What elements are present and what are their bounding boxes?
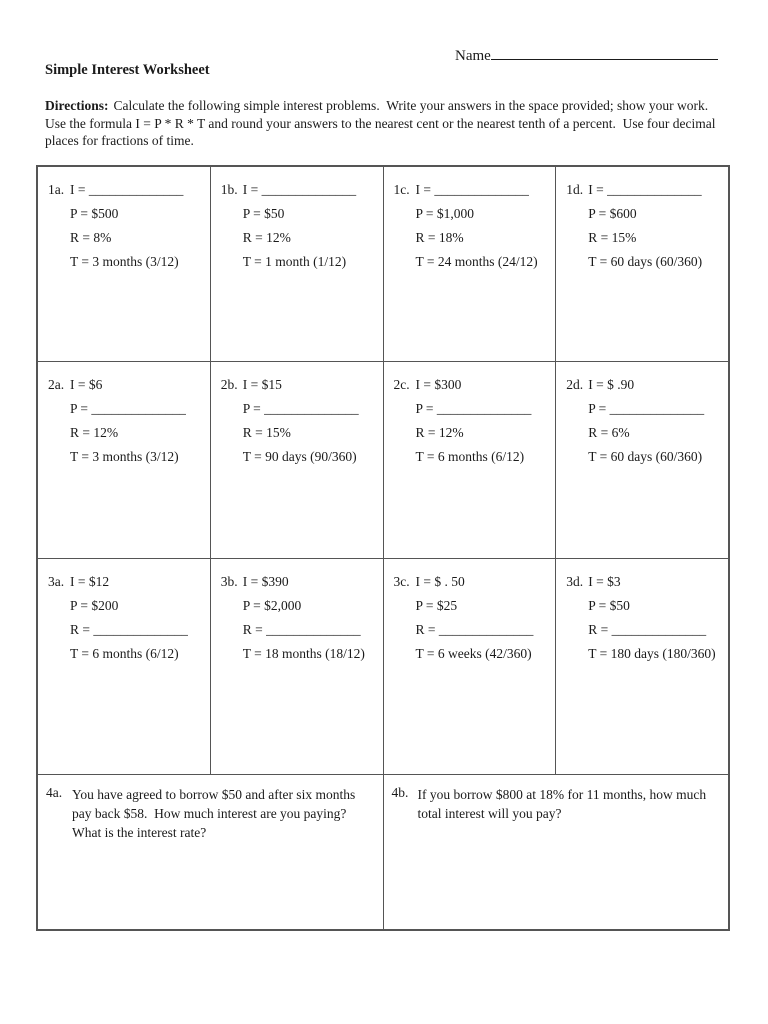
interest-line: I = $ .90 [588, 377, 635, 392]
principal-line: P = ______________ [70, 401, 186, 416]
rate-line: R = 8% [70, 230, 112, 245]
time-line: T = 3 months (3/12) [70, 254, 179, 269]
problem-first-line [48, 570, 205, 594]
principal-line: P = $50 [588, 598, 630, 613]
problem-cell-3a [38, 559, 210, 774]
rate-line: R = 12% [242, 230, 291, 245]
problem-first-line [566, 178, 723, 202]
problem-cell-2d [555, 362, 728, 558]
problem-id: 3c. [393, 574, 410, 589]
problems-row-2 [38, 361, 728, 558]
problem-id: 4b. [391, 785, 409, 800]
interest-line: I = ______________ [70, 182, 184, 197]
problem-cell-2c [383, 362, 556, 558]
problem-id: 2a. [48, 377, 65, 392]
problem-id: 2d. [566, 377, 584, 392]
word-problem-cell-4a [38, 775, 383, 929]
directions-paragraph [45, 97, 735, 150]
problem-cell-3c [383, 559, 556, 774]
word-problem-cell-4b [383, 775, 729, 929]
problem-first-line [566, 373, 723, 397]
principal-line: P = ______________ [242, 401, 359, 416]
problems-row-3 [38, 558, 728, 774]
problem-cell-1b [210, 167, 383, 361]
principal-line: P = $25 [415, 598, 458, 613]
word-problems-row [38, 774, 728, 929]
problem-id: 2c. [393, 377, 410, 392]
time-line: T = 1 month (1/12) [242, 254, 347, 269]
word-problem-text: If you borrow $800 at 18% for 11 months, how much total interest will you pay? [417, 787, 710, 821]
principal-line: P = $2,000 [242, 598, 302, 613]
name-label: Name [455, 48, 491, 64]
problem-first-line [48, 178, 205, 202]
interest-line: I = $6 [70, 377, 103, 392]
problem-first-line [394, 570, 551, 594]
problem-id: 1d. [566, 182, 584, 197]
rate-line: R = 18% [415, 230, 464, 245]
problem-cell-2a [38, 362, 210, 558]
principal-line: P = $1,000 [415, 206, 474, 221]
interest-line: I = ______________ [588, 182, 702, 197]
problem-id: 2b. [220, 377, 238, 392]
problem-id: 3a. [48, 574, 65, 589]
time-line: T = 6 weeks (42/360) [415, 646, 532, 661]
interest-line: I = $15 [242, 377, 282, 392]
problem-cell-3d [555, 559, 728, 774]
interest-line: I = $300 [415, 377, 462, 392]
rate-line: R = ______________ [415, 622, 534, 637]
principal-line: P = ______________ [588, 401, 705, 416]
problem-cell-1d [555, 167, 728, 361]
problem-id: 4a. [46, 785, 63, 800]
principal-line: P = $600 [588, 206, 637, 221]
name-blank-line [491, 45, 718, 60]
time-line: T = 180 days (180/360) [588, 646, 716, 661]
time-line: T = 6 months (6/12) [415, 449, 525, 464]
time-line: T = 90 days (90/360) [242, 449, 357, 464]
problem-id: 3b. [220, 574, 238, 589]
problem-first-line [221, 570, 378, 594]
problem-cell-1a [38, 167, 210, 361]
problem-cell-2b [210, 362, 383, 558]
rate-line: R = 12% [415, 425, 464, 440]
problem-first-line [566, 570, 723, 594]
rate-line: R = 6% [588, 425, 630, 440]
rate-line: R = ______________ [588, 622, 707, 637]
rate-line: R = ______________ [242, 622, 361, 637]
interest-line: I = $3 [588, 574, 621, 589]
problem-first-line [221, 178, 378, 202]
page-title: Simple Interest Worksheet [45, 62, 210, 78]
word-problem-text: You have agreed to borrow $50 and after six months pay back $58. How much interest are you paying? What is the interest rate? [72, 787, 359, 840]
rate-line: R = 15% [588, 230, 637, 245]
interest-line: I = $12 [70, 574, 110, 589]
interest-line: I = ______________ [415, 182, 529, 197]
problem-first-line [48, 373, 205, 397]
problem-first-line [394, 373, 551, 397]
time-line: T = 24 months (24/12) [415, 254, 538, 269]
problem-id: 1c. [393, 182, 410, 197]
problem-id: 1a. [48, 182, 65, 197]
rate-line: R = 15% [242, 425, 291, 440]
interest-line: I = ______________ [242, 182, 357, 197]
time-line: T = 18 months (18/12) [242, 646, 365, 661]
principal-line: P = $500 [70, 206, 119, 221]
problem-first-line [394, 178, 551, 202]
problem-first-line [221, 373, 378, 397]
directions-text: Calculate the following simple interest problems. Write your answers in the space provided; show your work. Use the formula I = P * R * T and round your answers to the nearest cent or the nearest tenth of a percent. Use four decimal places for fractions of time. [45, 98, 719, 148]
problem-cell-1c [383, 167, 556, 361]
principal-line: P = $50 [242, 206, 285, 221]
worksheet-table [36, 165, 730, 931]
rate-line: R = 12% [70, 425, 119, 440]
time-line: T = 60 days (60/360) [588, 449, 703, 464]
principal-line: P = ______________ [415, 401, 532, 416]
rate-line: R = ______________ [70, 622, 188, 637]
time-line: T = 3 months (3/12) [70, 449, 179, 464]
principal-line: P = $200 [70, 598, 119, 613]
problem-cell-3b [210, 559, 383, 774]
name-line [455, 45, 718, 65]
problem-id: 1b. [220, 182, 238, 197]
problem-id: 3d. [566, 574, 584, 589]
time-line: T = 6 months (6/12) [70, 646, 179, 661]
interest-line: I = $390 [242, 574, 289, 589]
time-line: T = 60 days (60/360) [588, 254, 703, 269]
problems-row-1 [38, 167, 728, 361]
interest-line: I = $ . 50 [415, 574, 465, 589]
directions-label: Directions: [45, 98, 109, 113]
